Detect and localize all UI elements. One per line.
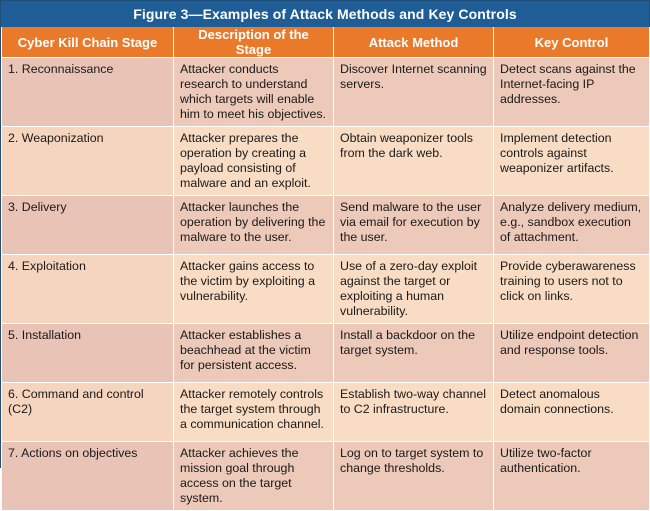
stage-cell: 2. Weaponization bbox=[2, 127, 174, 196]
description-cell: Attacker gains access to the victim by exploiting a vulnerability. bbox=[174, 255, 334, 324]
attack-method-cell: Establish two-way channel to C2 infrastructure. bbox=[334, 383, 494, 442]
header-row bbox=[2, 27, 650, 58]
attack-method-cell: Install a backdoor on the target system. bbox=[334, 324, 494, 383]
header-stage: Cyber Kill Chain Stage bbox=[2, 27, 174, 58]
description-cell: Attacker establishes a beachhead at the victim for persistent access. bbox=[174, 324, 334, 383]
table-row bbox=[2, 196, 650, 255]
table-row bbox=[2, 383, 650, 442]
attack-method-cell: Obtain weaponizer tools from the dark web. bbox=[334, 127, 494, 196]
table-row bbox=[2, 127, 650, 196]
description-cell: Attacker prepares the operation by creating a payload consisting of malware and an exploit. bbox=[174, 127, 334, 196]
header-description: Description of the Stage bbox=[174, 27, 334, 58]
stage-cell: 7. Actions on objectives bbox=[2, 442, 174, 511]
key-control-cell: Provide cyberawareness training to users not to click on links. bbox=[494, 255, 650, 324]
table-row bbox=[2, 324, 650, 383]
stage-cell: 5. Installation bbox=[2, 324, 174, 383]
header-key-control: Key Control bbox=[494, 27, 650, 58]
key-control-cell: Analyze delivery medium, e.g., sandbox execution of attachment. bbox=[494, 196, 650, 255]
attack-method-cell: Log on to target system to change thresholds. bbox=[334, 442, 494, 511]
description-cell: Attacker launches the operation by delivering the malware to the user. bbox=[174, 196, 334, 255]
table-row bbox=[2, 255, 650, 324]
key-control-cell: Detect anomalous domain connections. bbox=[494, 383, 650, 442]
stage-cell: 4. Exploitation bbox=[2, 255, 174, 324]
header-attack-method: Attack Method bbox=[334, 27, 494, 58]
stage-cell: 6. Command and control (C2) bbox=[2, 383, 174, 442]
attack-method-cell: Use of a zero-day exploit against the target or exploiting a human vulnerability. bbox=[334, 255, 494, 324]
attack-methods-table bbox=[1, 27, 650, 511]
table-row bbox=[2, 442, 650, 511]
attack-method-cell: Send malware to the user via email for execution by the user. bbox=[334, 196, 494, 255]
key-control-cell: Utilize two-factor authentication. bbox=[494, 442, 650, 511]
stage-cell: 3. Delivery bbox=[2, 196, 174, 255]
table-row bbox=[2, 58, 650, 127]
key-control-cell: Detect scans against the Internet-facing IP addresses. bbox=[494, 58, 650, 127]
figure-title: Figure 3—Examples of Attack Methods and Key Controls bbox=[1, 1, 649, 27]
description-cell: Attacker conducts research to understand which targets will enable him to meet his objectives. bbox=[174, 58, 334, 127]
stage-cell: 1. Reconnaissance bbox=[2, 58, 174, 127]
attack-method-cell: Discover Internet scanning servers. bbox=[334, 58, 494, 127]
key-control-cell: Implement detection controls against weaponizer artifacts. bbox=[494, 127, 650, 196]
description-cell: Attacker achieves the mission goal through access on the target system. bbox=[174, 442, 334, 511]
description-cell: Attacker remotely controls the target system through a communication channel. bbox=[174, 383, 334, 442]
key-control-cell: Utilize endpoint detection and response tools. bbox=[494, 324, 650, 383]
